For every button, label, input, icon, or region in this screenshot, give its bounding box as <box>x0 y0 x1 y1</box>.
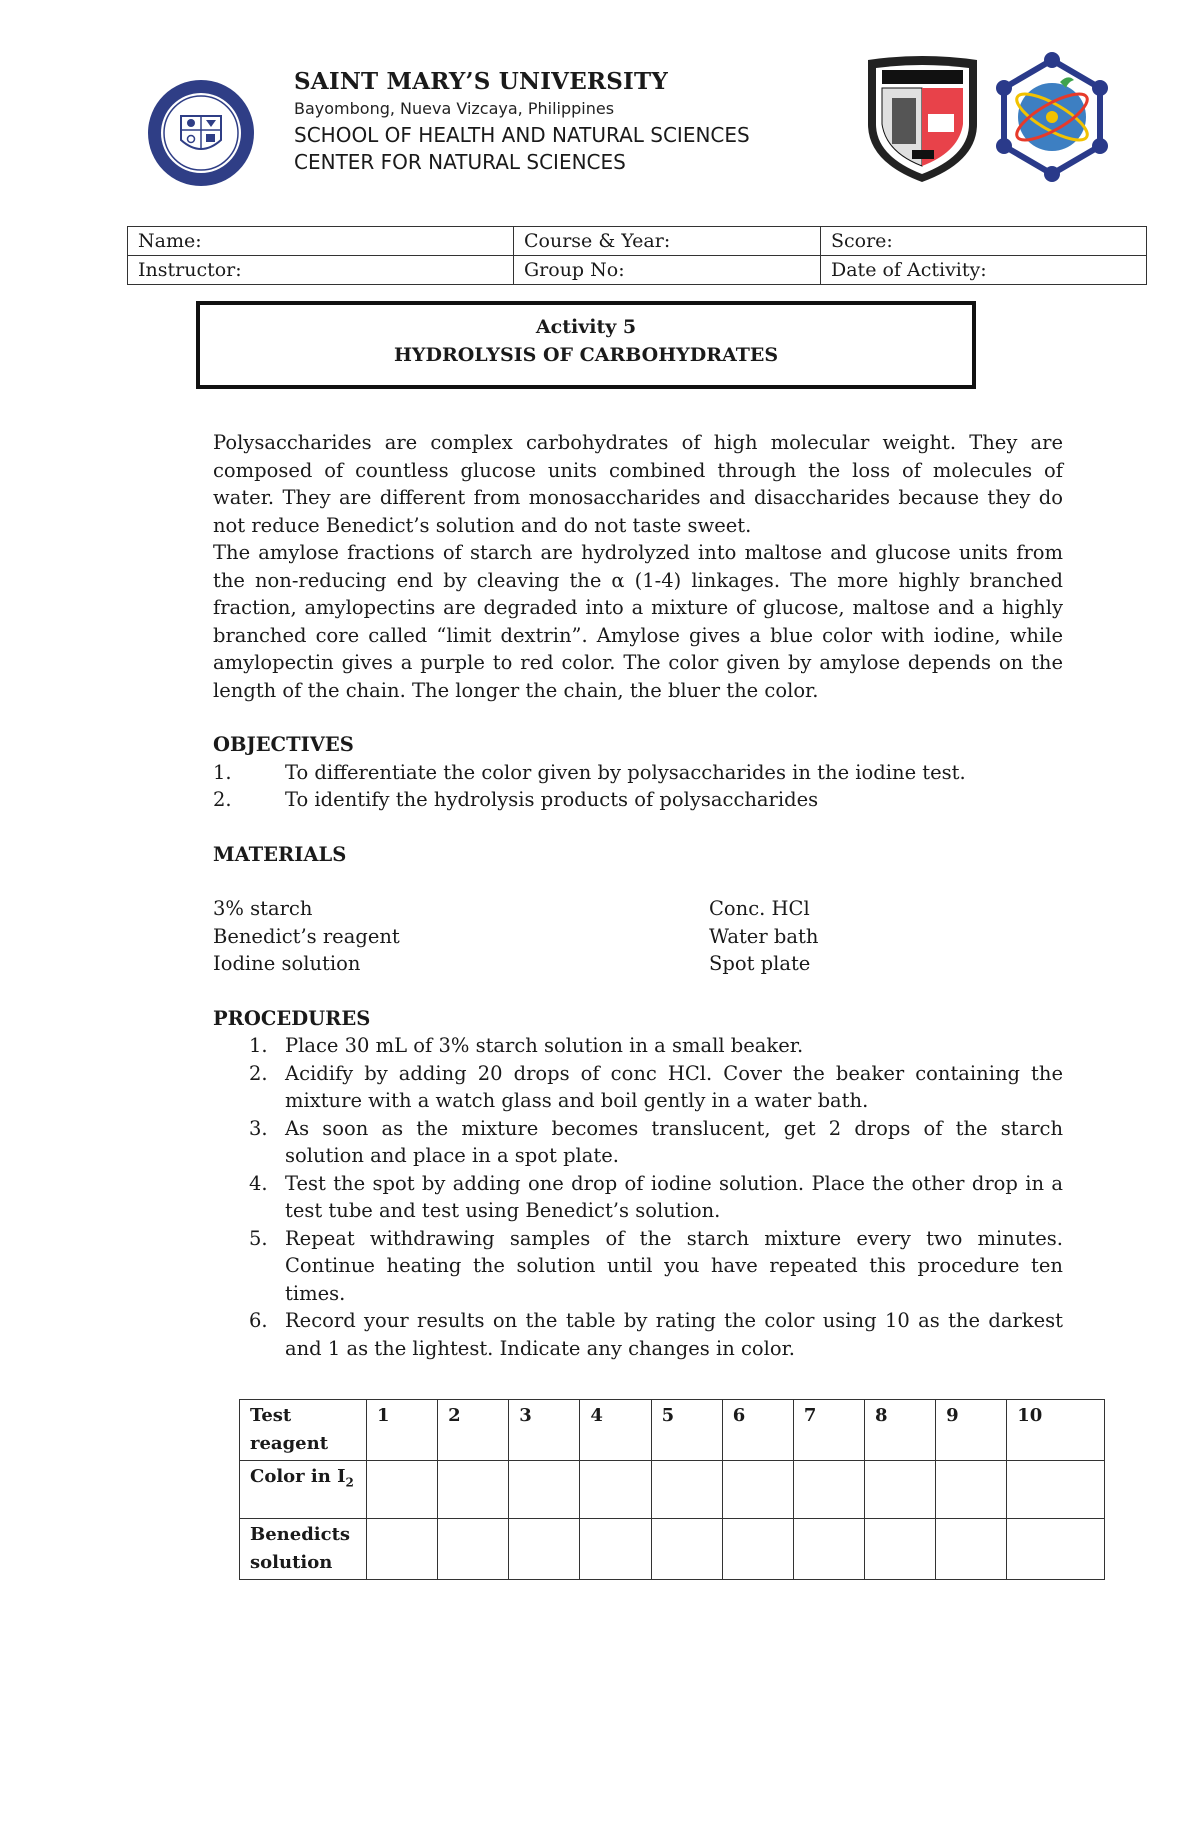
column-header: 5 <box>651 1400 722 1461</box>
intro-paragraph-2: The amylose fractions of starch are hydrolyzed into maltose and glucose units from the non-reducing end by cleaving the α (1-4) linkages. The more highly branched fraction, amylopectins are degraded into a mixture of glucose, maltose and a highly branched core called “limit dextrin”. Amylose gives a blue color with iodine, while amylopectin gives a purple to red color. The color given by amylose depends on the length of the chain. The longer the chain, the bluer the color. <box>213 541 1063 702</box>
result-cell[interactable] <box>367 1519 438 1580</box>
school-name: SCHOOL OF HEALTH AND NATURAL SCIENCES <box>294 123 750 147</box>
column-header: 7 <box>793 1400 864 1461</box>
activity-title: HYDROLYSIS OF CARBOHYDRATES <box>393 344 779 366</box>
name-field[interactable]: Name: <box>128 227 514 256</box>
column-header: 8 <box>864 1400 935 1461</box>
info-row-1 <box>128 227 1147 256</box>
date-of-activity-field[interactable]: Date of Activity: <box>821 256 1147 285</box>
result-cell[interactable] <box>722 1461 793 1519</box>
header-text-block <box>294 68 750 176</box>
intro-paragraph-1: Polysaccharides are complex carbohydrates of high molecular weight. They are composed of countless glucose units combined through the loss of molecules of water. They are different from monosaccharides and disaccharides because they do not reduce Benedict’s solution and do not taste sweet. <box>213 431 1063 537</box>
student-info-table <box>127 226 1147 285</box>
document-body <box>213 429 1063 1362</box>
column-header: 3 <box>509 1400 580 1461</box>
university-seal-logo <box>146 78 256 188</box>
activity-title-box <box>196 301 976 389</box>
material-item: Water bath <box>709 924 819 948</box>
activity-number: Activity 5 <box>535 316 637 338</box>
center-name: CENTER FOR NATURAL SCIENCES <box>294 150 626 174</box>
material-item: Iodine solution <box>213 952 361 975</box>
result-cell[interactable] <box>651 1519 722 1580</box>
procedure-step: 1. Place 30 mL of 3% starch solution in a small beaker. <box>249 1034 804 1057</box>
result-cell[interactable] <box>509 1461 580 1519</box>
procedure-step: 4. Test the spot by adding one drop of iodine solution. Place the other drop in a test tube and test using Benedict’s solution. <box>249 1171 1063 1222</box>
result-cell[interactable] <box>936 1461 1007 1519</box>
procedures-list <box>213 1032 1063 1362</box>
procedure-step: 5. Repeat withdrawing samples of the starch mixture every two minutes. Continue heating the solution until you have repeated this procedure ten times. <box>249 1226 1063 1305</box>
objective-item: 2. To identify the hydrolysis products of polysaccharides <box>213 788 819 811</box>
procedure-step: 2. Acidify by adding 20 drops of conc HCl. Cover the beaker containing the mixture with a watch glass and boil gently in a water bath. <box>249 1061 1063 1112</box>
objective-item: 1. To differentiate the color given by polysaccharides in the iodine test. <box>213 760 966 784</box>
objectives-heading: OBJECTIVES <box>213 733 354 756</box>
column-header: 1 <box>367 1400 438 1461</box>
university-name: SAINT MARY’S UNIVERSITY <box>294 68 668 95</box>
procedure-step: 6. Record your results on the table by rating the color using 10 as the darkest and 1 as the lightest. Indicate any changes in color. <box>249 1309 1063 1360</box>
materials-list <box>213 895 1063 978</box>
result-cell[interactable] <box>438 1461 509 1519</box>
result-cell[interactable] <box>936 1519 1007 1580</box>
material-item: 3% starch <box>213 897 313 920</box>
procedure-step: 3. As soon as the mixture becomes translucent, get 2 drops of the starch solution and place in a spot plate. <box>249 1116 1063 1167</box>
result-cell[interactable] <box>864 1461 935 1519</box>
course-year-field[interactable]: Course & Year: <box>514 227 821 256</box>
result-cell[interactable] <box>722 1519 793 1580</box>
natural-sciences-atom-logo <box>990 52 1114 184</box>
results-table <box>239 1399 1105 1580</box>
material-item: Spot plate <box>709 952 811 975</box>
benedicts-solution-row <box>240 1519 1105 1580</box>
school-shield-logo <box>860 54 985 186</box>
info-row-2 <box>128 256 1147 285</box>
result-cell[interactable] <box>367 1461 438 1519</box>
result-cell[interactable] <box>1007 1461 1105 1519</box>
result-cell[interactable] <box>438 1519 509 1580</box>
color-in-iodine-row <box>240 1461 1105 1519</box>
result-cell[interactable] <box>580 1461 651 1519</box>
color-in-iodine-label: Color in $I_2$ <box>240 1461 367 1519</box>
instructor-field[interactable]: Instructor: <box>128 256 514 285</box>
column-header: 2 <box>438 1400 509 1461</box>
materials-heading: MATERIALS <box>213 842 347 866</box>
result-cell[interactable] <box>651 1461 722 1519</box>
material-item: Benedict’s reagent <box>213 924 400 948</box>
result-cell[interactable] <box>580 1519 651 1580</box>
result-cell[interactable] <box>1007 1519 1105 1580</box>
university-location: Bayombong, Nueva Vizcaya, Philippines <box>294 99 615 118</box>
result-cell[interactable] <box>793 1461 864 1519</box>
column-header: 9 <box>936 1400 1007 1461</box>
score-field[interactable]: Score: <box>821 227 1147 256</box>
column-header: 4 <box>580 1400 651 1461</box>
column-header: 10 <box>1007 1400 1105 1461</box>
result-cell[interactable] <box>509 1519 580 1580</box>
test-reagent-header: Test reagent <box>240 1400 367 1461</box>
benedicts-solution-label: Benedicts solution <box>240 1519 367 1580</box>
result-cell[interactable] <box>793 1519 864 1580</box>
material-item: Conc. HCl <box>709 897 810 920</box>
column-header: 6 <box>722 1400 793 1461</box>
procedures-heading: PROCEDURES <box>213 1006 371 1030</box>
group-no-field[interactable]: Group No: <box>514 256 821 285</box>
objectives-list <box>213 759 1063 814</box>
results-header-row <box>240 1400 1105 1461</box>
result-cell[interactable] <box>864 1519 935 1580</box>
